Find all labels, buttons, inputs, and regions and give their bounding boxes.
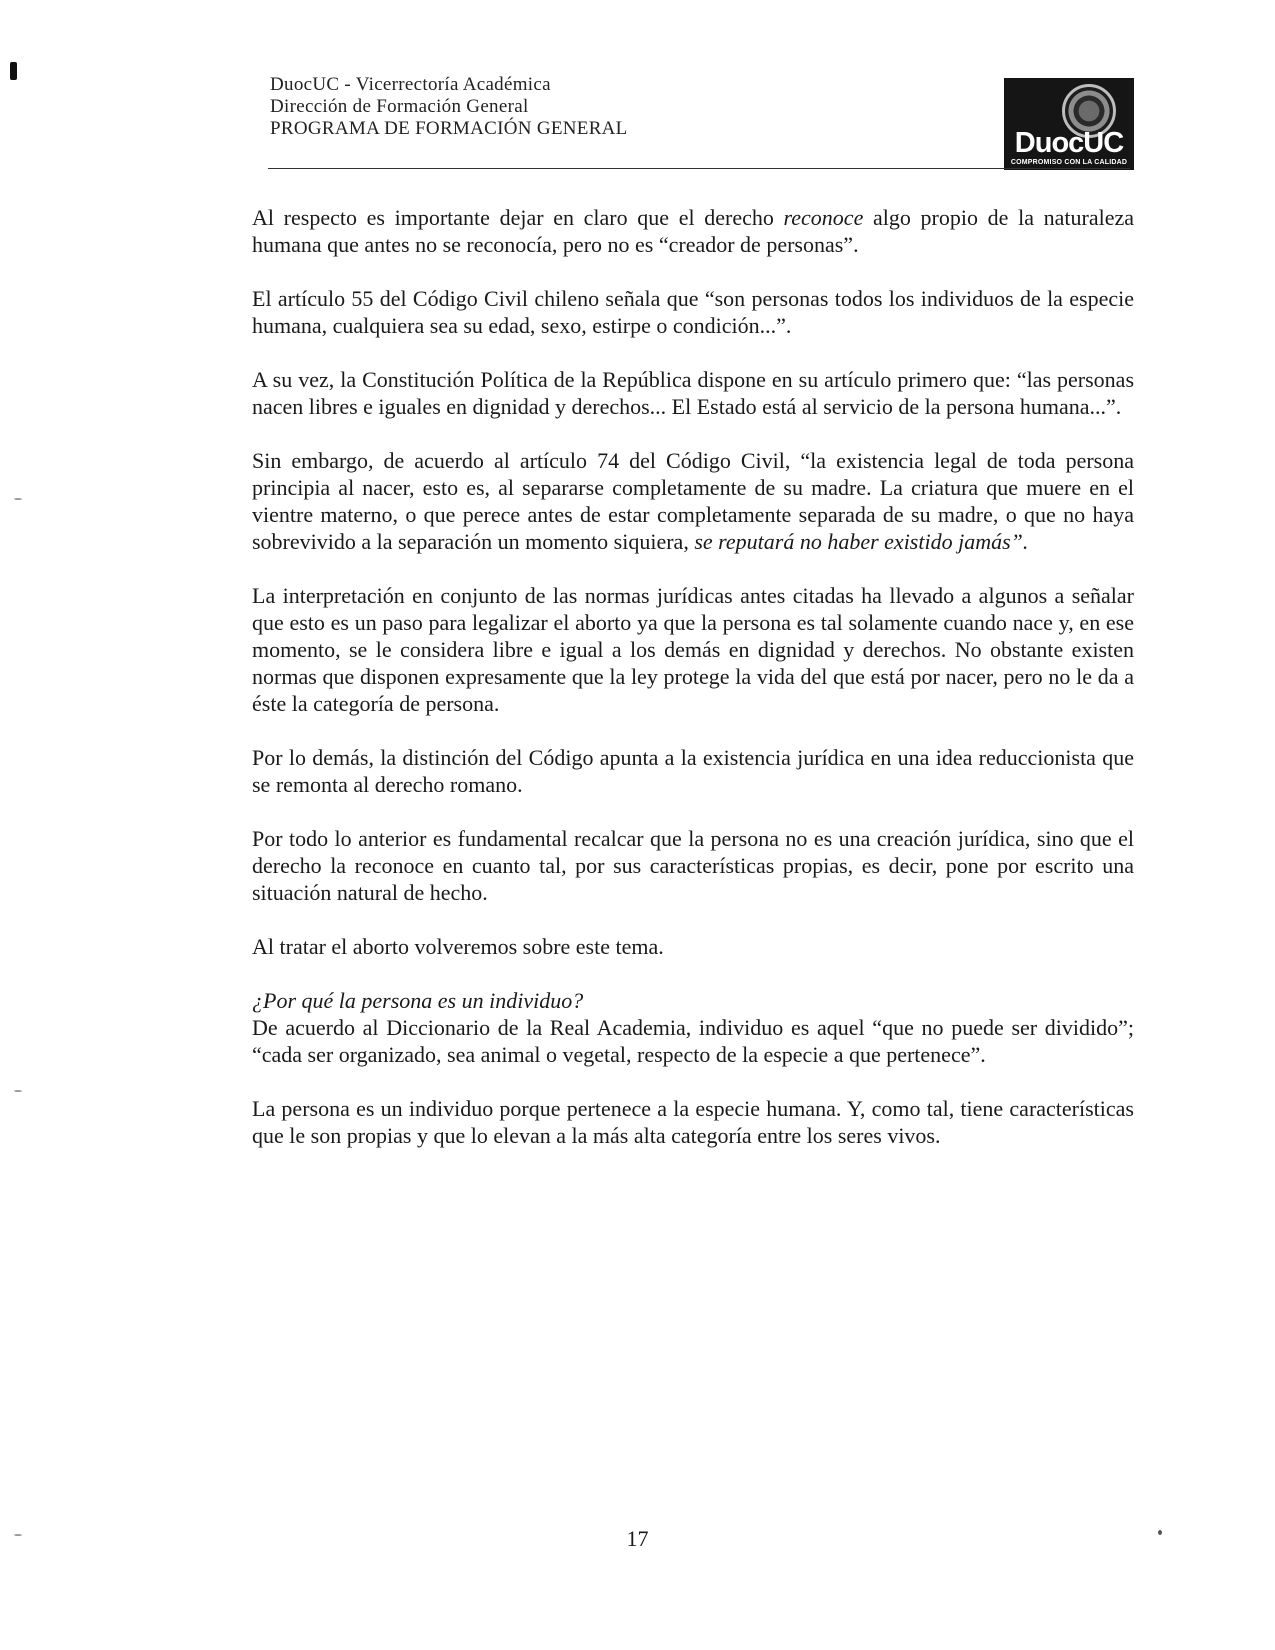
paragraph-4-emphasis: se reputará no haber existido jamás”. [694, 529, 1029, 554]
page-header [270, 74, 1130, 140]
paragraph-5: La interpretación en conjunto de las normas jurídicas antes citadas ha llevado a algunos a señalar que esto es un paso para legalizar el aborto ya que la persona es tal solamente cuando nace y, en ese momento, se le considera libre e igual a los demás en dignidad y derechos. No obstante existen normas que disponen expresamente que la ley protege la vida del que está por nacer, pero no le da a éste la categoría de persona. [252, 583, 1134, 716]
paragraph-6: Por lo demás, la distinción del Código apunta a la existencia jurídica en una idea reduccionista que se remonta al derecho romano. [252, 745, 1134, 797]
scan-speck [14, 498, 22, 500]
paragraph-1-text-b: algo propio de la naturaleza humana que antes no se reconocía, pero no es “creador de personas”. [252, 205, 1134, 257]
page-number: 17 [626, 1526, 649, 1551]
header-program: PROGRAMA DE FORMACIÓN GENERAL [270, 118, 628, 139]
section-question: ¿Por qué la persona es un individuo? [252, 988, 584, 1013]
paragraph-1 [252, 204, 1134, 258]
header-department: Dirección de Formación General [270, 96, 529, 117]
paragraph-4-text: Sin embargo, de acuerdo al artículo 74 del Código Civil, “la existencia legal de toda persona principia al nacer, esto es, al separarse completamente de su madre. La criatura que muere en el vientre materno, o que perece antes de estar completamente separada de su madre, o que no haya sobrevivido a la separación un momento siquiera, [252, 448, 1134, 554]
duoc-uc-logo [1004, 78, 1134, 170]
paragraph-4 [252, 447, 1134, 555]
scan-speck [10, 62, 17, 80]
scan-speck [14, 1090, 22, 1092]
header-divider [268, 168, 1130, 169]
paragraph-3: A su vez, la Constitución Política de la República dispone en su artículo primero que: “las personas nacen libres e iguales en dignidad y derechos... El Estado está al servicio de la persona humana...”. [252, 367, 1134, 419]
scan-speck [14, 1534, 22, 1536]
paragraph-1-text-a: Al respecto es importante dejar en claro que el derecho [252, 205, 784, 230]
logo-tagline: COMPROMISO CON LA CALIDAD [1010, 159, 1128, 166]
paragraph-8: Al tratar el aborto volveremos sobre este tema. [252, 934, 664, 959]
paragraph-1-emphasis: reconoce [783, 205, 864, 230]
page-body [252, 204, 1134, 1176]
paragraph-7: Por todo lo anterior es fundamental recalcar que la persona no es una creación jurídica, sino que el derecho la reconoce en cuanto tal, por sus características propias, es decir, pone por escrito una situación natural de hecho. [252, 826, 1134, 905]
paragraph-10: La persona es un individuo porque pertenece a la especie humana. Y, como tal, tiene características que le son propias y que lo elevan a la más alta categoría entre los seres vivos. [252, 1096, 1134, 1148]
paragraph-2: El artículo 55 del Código Civil chileno señala que “son personas todos los individuos de la especie humana, cualquiera sea su edad, sexo, estirpe o condición...”. [252, 286, 1134, 338]
header-institution: DuocUC - Vicerrectoría Académica [270, 74, 551, 95]
scan-speck [1158, 1530, 1162, 1535]
paragraph-9: De acuerdo al Diccionario de la Real Academia, individuo es aquel “que no puede ser dividido”; “cada ser organizado, sea animal o vegetal, respecto de la especie a que pertenece”. [252, 1015, 1134, 1067]
logo-wordmark: DuocUC [1014, 127, 1124, 159]
